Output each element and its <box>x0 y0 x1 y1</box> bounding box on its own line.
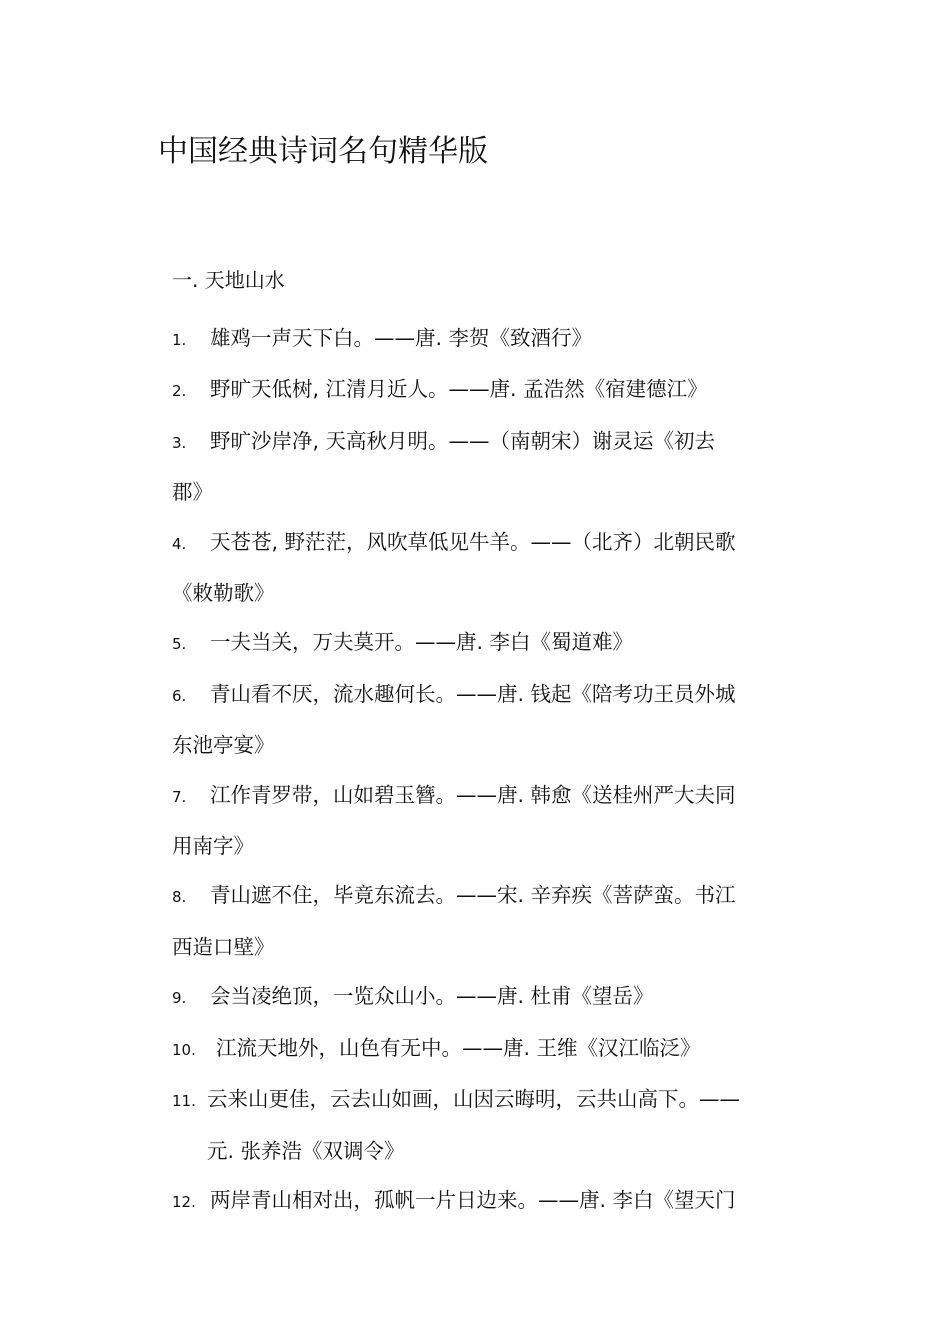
item-text: 元. 张养浩《双调令》 <box>207 1138 405 1163</box>
list-item <box>172 365 792 416</box>
item-number: 2. <box>172 382 187 401</box>
item-text: 西造口壁》 <box>172 934 275 959</box>
item-number: 8. <box>172 888 187 907</box>
item-text: 《敕勒歌》 <box>172 581 275 606</box>
quote-list <box>172 314 792 1227</box>
document-title: 中国经典诗词名句精华版 <box>158 134 488 169</box>
list-item-continuation <box>172 822 792 871</box>
item-text: 会当凌绝顶，一览众山小。——唐. 杜甫《望岳》 <box>210 984 654 1009</box>
item-number: 6. <box>172 686 187 705</box>
section-heading: 一. 天地山水 <box>172 268 285 292</box>
list-item-continuation <box>172 569 792 618</box>
list-item-continuation <box>172 468 792 517</box>
item-text: 江作青罗带，山如碧玉簪。——唐. 韩愈《送桂州严大夫同 <box>210 782 736 807</box>
item-text: 青山看不厌，流水趣何长。——唐. 钱起《陪考功王员外城 <box>210 681 736 706</box>
list-item-continuation <box>172 721 792 770</box>
list-item <box>172 417 792 468</box>
item-text: 雄鸡一声天下白。——唐. 李贺《致酒行》 <box>210 326 593 350</box>
item-number: 12. <box>172 1192 196 1211</box>
item-text: 野旷沙岸净, 天高秋月明。——（南朝宋）谢灵运《初去 <box>210 428 716 453</box>
list-item <box>172 670 792 721</box>
item-number: 11. <box>172 1092 196 1111</box>
item-number: 9. <box>172 989 187 1008</box>
item-text: 野旷天低树, 江清月近人。——唐. 孟浩然《宿建德江》 <box>210 377 708 402</box>
list-item-continuation <box>172 1127 792 1176</box>
list-item-continuation <box>172 923 792 972</box>
list-item <box>172 518 792 569</box>
item-text: 天苍苍, 野茫茫，风吹草低见牛羊。——（北齐）北朝民歌 <box>210 529 736 554</box>
item-number: 10. <box>172 1040 196 1059</box>
item-number: 4. <box>172 534 187 553</box>
list-item <box>172 871 792 922</box>
item-text: 江流天地外，山色有无中。——唐. 王维《汉江临泛》 <box>216 1035 701 1060</box>
item-text: 青山遮不住，毕竟东流去。——宋. 辛弃疾《菩萨蛮。书江 <box>210 883 736 908</box>
item-text: 一夫当关，万夫莫开。——唐. 李白《蜀道难》 <box>210 630 634 655</box>
item-number: 3. <box>172 433 187 452</box>
item-text: 两岸青山相对出，孤帆一片日边来。——唐. 李白《望天门 <box>210 1187 736 1212</box>
item-number: 5. <box>172 635 187 654</box>
list-item <box>172 972 792 1023</box>
item-text: 用南字》 <box>172 834 254 859</box>
list-item <box>172 1176 792 1227</box>
list-item <box>172 618 792 669</box>
list-item <box>172 771 792 822</box>
item-text: 东池亭宴》 <box>172 733 275 758</box>
list-item <box>172 1075 792 1126</box>
item-text: 云来山更佳，云去山如画，山因云晦明，云共山高下。—— <box>207 1087 740 1112</box>
item-number: 7. <box>172 787 187 806</box>
item-number: 1. <box>172 331 187 349</box>
item-text: 郡》 <box>172 480 213 505</box>
list-item <box>172 314 792 365</box>
list-item <box>172 1024 792 1075</box>
